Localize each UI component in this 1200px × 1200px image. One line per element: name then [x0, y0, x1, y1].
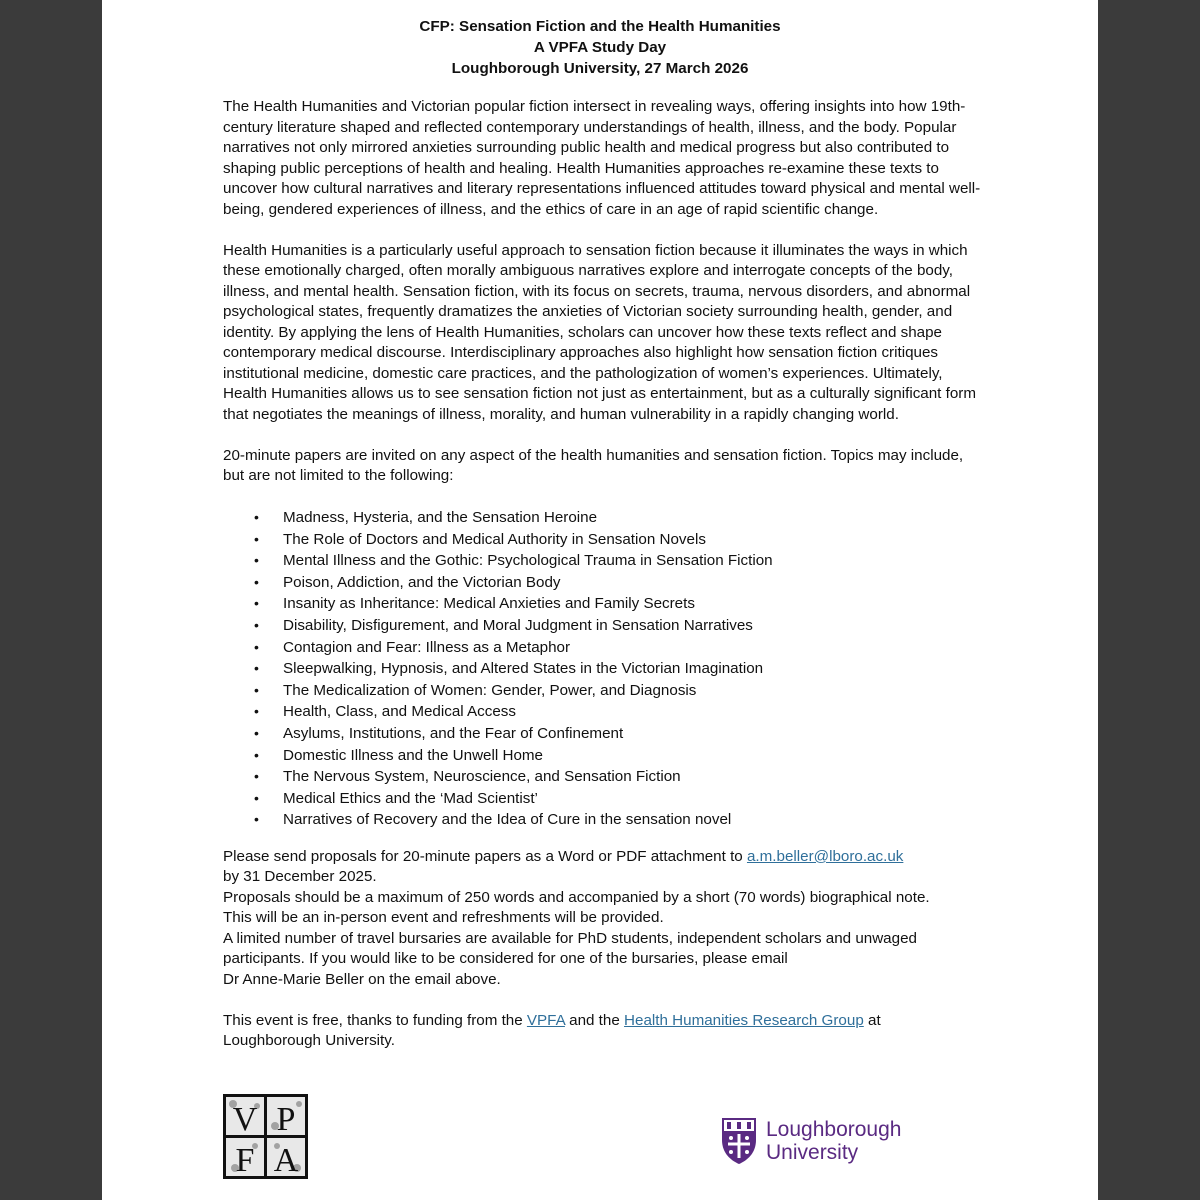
- list-item: • The Role of Doctors and Medical Authority in Sensation Novels: [223, 529, 983, 551]
- bullet-icon: •: [254, 530, 259, 547]
- list-item: • Insanity as Inheritance: Medical Anxieties and Family Secrets: [223, 593, 983, 615]
- list-item: • Health, Class, and Medical Access: [223, 701, 983, 723]
- submission-line-2: by 31 December 2025.: [223, 868, 377, 886]
- approach-paragraph: Health Humanities is a particularly useful approach to sensation fiction because it illuminates the ways in which these emotionally charged, often morally ambiguous narratives explore and interrogate concepts of the body, illness, and mental health. Sensation fiction, with its focus on secrets, trauma, nervous disorders, and abnormal psychological states, frequently dramatizes the anxieties of Victorian society surrounding health, gender, and identity. By applying the lens of Health Humanities, scholars can uncover how these texts reflect and shape contemporary medical discourse. Interdisciplinary approaches also highlight how sensation fiction critiques institutional medicine, domestic care practices, and the pathologization of women’s experiences. Ultimately, Health Humanities allows us to see sensation fiction not just as entertainment, but as a culturally significant form that negotiates the meanings of illness, morality, and human vulnerability in a rapidly changing world.: [223, 241, 976, 423]
- bullet-icon: •: [254, 660, 259, 677]
- list-item: • Asylums, Institutions, and the Fear of Confinement: [223, 723, 983, 745]
- list-item: • Sleepwalking, Hypnosis, and Altered States in the Victorian Imagination: [223, 658, 983, 680]
- title-line-3: Loughborough University, 27 March 2026: [451, 60, 749, 77]
- bullet-icon: •: [254, 724, 259, 741]
- list-item: • Domestic Illness and the Unwell Home: [223, 745, 983, 767]
- bullet-icon: •: [254, 509, 259, 525]
- list-item: • Contagion and Fear: Illness as a Metaphor: [223, 637, 983, 659]
- bullet-icon: •: [254, 595, 259, 612]
- health-humanities-link[interactable]: Health Humanities Research Group: [624, 1011, 864, 1029]
- vpfa-letter-p: P: [276, 1101, 296, 1138]
- funding-line-2: Loughborough University.: [223, 1032, 395, 1050]
- invitation-paragraph: 20-minute papers are invited on any aspect of the health humanities and sensation fiction. Topics may include, but are not limited to the following:: [223, 446, 964, 484]
- bullet-icon: •: [254, 573, 259, 590]
- vpfa-letter-a: A: [273, 1142, 299, 1179]
- bullet-icon: •: [254, 768, 259, 785]
- list-item: • Mental Illness and the Gothic: Psychological Trauma in Sensation Fiction: [223, 550, 983, 572]
- vpfa-logo: [223, 1094, 308, 1179]
- list-item: • The Medicalization of Women: Gender, Power, and Diagnosis: [223, 680, 983, 702]
- vpfa-letter-f: F: [235, 1142, 255, 1179]
- bullet-icon: •: [254, 552, 259, 569]
- lboro-name-line-2: University: [766, 1141, 859, 1164]
- bullet-icon: •: [254, 616, 259, 633]
- loughborough-logo: [720, 1114, 920, 1166]
- bullet-icon: •: [254, 638, 259, 655]
- list-item: • Narratives of Recovery and the Idea of Cure in the sensation novel: [223, 809, 983, 831]
- title-block: [102, 16, 1098, 79]
- bullet-icon: •: [254, 811, 259, 828]
- list-item: • Madness, Hysteria, and the Sensation Heroine: [223, 507, 983, 529]
- vpfa-letter-v: V: [232, 1101, 258, 1138]
- submission-line-6: Dr Anne-Marie Beller on the email above.: [223, 970, 501, 988]
- right-frame: [1098, 0, 1200, 1200]
- email-link[interactable]: a.m.beller@lboro.ac.uk: [746, 847, 904, 865]
- title-line-1: CFP: Sensation Fiction and the Health Humanities: [419, 18, 781, 35]
- funding-line-1: This event is free, thanks to funding from the VPFA and the Health Humanities Research Group at: [223, 1011, 881, 1029]
- document-body: [223, 97, 983, 1052]
- list-item: • The Nervous System, Neuroscience, and Sensation Fiction: [223, 766, 983, 788]
- document-page: [102, 0, 1098, 1200]
- list-item: • Disability, Disfigurement, and Moral Judgment in Sensation Narratives: [223, 615, 983, 637]
- topics-list: [223, 507, 983, 831]
- list-item: • Medical Ethics and the ‘Mad Scientist’: [223, 788, 983, 810]
- submission-line-5: A limited number of travel bursaries are available for PhD students, independent scholars and unwaged participants. If you would like to be considered for one of the bursaries, please email: [223, 929, 917, 968]
- submission-line-4: This will be an in-person event and refreshments will be provided.: [223, 909, 664, 927]
- bullet-icon: •: [254, 789, 259, 806]
- list-item: • Poison, Addiction, and the Victorian Body: [223, 572, 983, 594]
- submission-line-3: Proposals should be a maximum of 250 words and accompanied by a short (70 words) biographical note.: [223, 888, 930, 906]
- vpfa-link[interactable]: VPFA: [526, 1011, 565, 1029]
- lboro-name-line-1: Loughborough: [766, 1118, 902, 1141]
- bullet-icon: •: [254, 703, 259, 720]
- intro-paragraph: The Health Humanities and Victorian popular fiction intersect in revealing ways, offering insights into how 19th-century literature shaped and reflected contemporary understandings of health, illness, and the body. Popular narratives not only mirrored anxieties surrounding public health and medical progress but also contributed to shaping public perceptions of health and healing. Health Humanities approaches re-examine these texts to uncover how cultural narratives and literary representations influenced attitudes toward physical and mental well-being, gendered experiences of illness, and the ethics of care in an age of rapid scientific change.: [223, 98, 981, 218]
- bullet-icon: •: [254, 746, 259, 763]
- university-crest-icon: [722, 1118, 756, 1164]
- left-frame: [0, 0, 102, 1200]
- bullet-icon: •: [254, 681, 259, 698]
- title-line-2: A VPFA Study Day: [533, 39, 667, 56]
- submission-line-1: Please send proposals for 20-minute papers as a Word or PDF attachment to a.m.beller@lboro.ac.uk: [223, 847, 904, 865]
